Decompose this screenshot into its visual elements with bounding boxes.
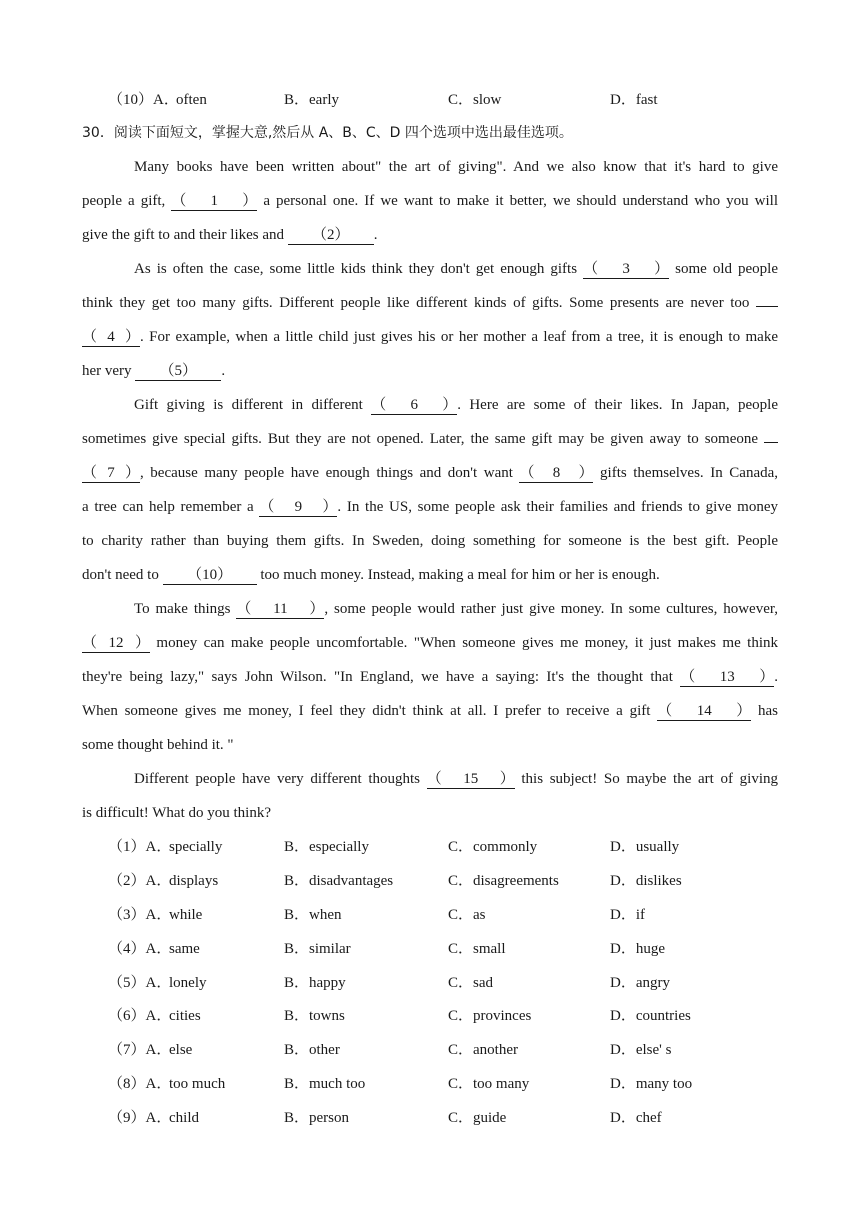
passage-line: give the gift to and their likes and （2） .	[82, 227, 378, 243]
blank-7-start	[764, 442, 778, 443]
option-d: D．fast	[610, 92, 658, 108]
blank-8: （8）	[519, 465, 594, 481]
passage-line: Different people have very different thoughts （15） this subject! So maybe the art of giving	[134, 771, 779, 787]
option-b: B．other	[284, 1042, 340, 1058]
option-a: while	[169, 907, 203, 923]
option-number: （9）A．	[108, 1110, 172, 1126]
option-b: B．person	[284, 1110, 349, 1126]
passage-line: they're being lazy," says John Wilson. "In England, we have a saying: It's the thought that （13）.	[82, 669, 778, 685]
passage-line: her very （5） .	[82, 363, 226, 379]
option-b: B．when	[284, 907, 342, 923]
option-c: C．another	[448, 1042, 518, 1058]
blank-5: （5）	[135, 362, 221, 381]
option-c: C．sad	[448, 975, 494, 991]
option-c: C．small	[448, 941, 506, 957]
option-number: （1）A．	[108, 839, 172, 855]
passage-line: to charity rather than buying them gifts. In Sweden, doing something for someone is the best gift. People	[82, 533, 778, 549]
option-b: B．especially	[284, 839, 369, 855]
passage-line: don't need to （10） too much money. Instead, making a meal for him or her is enough.	[82, 567, 660, 583]
option-d: D．chef	[610, 1110, 662, 1126]
option-a: displays	[169, 873, 219, 889]
option-b: B．early	[284, 92, 339, 108]
option-d: D．huge	[610, 941, 665, 957]
option-d: D．else' s	[610, 1042, 672, 1058]
blank-9: （9）	[259, 499, 338, 515]
passage-line: （7）, because many people have enough things and don't want （8） gifts themselves. In Canada,	[82, 465, 779, 481]
blank-6: （6）	[371, 397, 458, 413]
option-b: B．much too	[284, 1076, 366, 1092]
blank-4-start	[756, 306, 778, 307]
blank-2: （2）	[288, 226, 374, 245]
option-number: （6）A．	[108, 1008, 172, 1024]
blank-12: （12）	[82, 635, 150, 651]
option-number: （10）A．	[108, 92, 179, 108]
option-a: specially	[169, 839, 223, 855]
option-number: （8）A．	[108, 1076, 172, 1092]
option-c: C．too many	[448, 1076, 530, 1092]
option-a: cities	[169, 1008, 201, 1024]
passage-line: To make things （11）, some people would rather just give money. In some cultures, however,	[134, 601, 779, 617]
option-c: C．as	[448, 907, 486, 923]
passage-line: people a gift, （1） a personal one. If we want to make it better, we should understand who you will	[82, 193, 779, 209]
blank-13: （13）	[680, 669, 775, 685]
blank-3: （3）	[583, 261, 670, 277]
option-c: C．commonly	[448, 839, 538, 855]
blank-15: （15）	[426, 771, 515, 787]
option-a: lonely	[169, 975, 207, 991]
option-b: B．happy	[284, 975, 346, 991]
option-b: B．disadvantages	[284, 873, 394, 889]
passage-line: When someone gives me money, I feel they didn't think at all. I prefer to receive a gift （14） has	[82, 703, 778, 719]
question-title: 30．阅读下面短文，掌握大意,然后从 A、B、C、D 四个选项中选出最佳选项。	[82, 125, 573, 141]
option-b: B．towns	[284, 1008, 345, 1024]
blank-10: （10）	[163, 566, 257, 585]
option-c: C．disagreements	[448, 873, 559, 889]
option-number: （3）A．	[108, 907, 172, 923]
passage-line: （12） money can make people uncomfortable. "When someone gives me money, it just makes me think	[82, 635, 778, 651]
passage-line: think they get too many gifts. Different people like different kinds of gifts. Some presents are never too	[82, 293, 778, 313]
option-c: C．slow	[448, 92, 502, 108]
passage-line: As is often the case, some little kids think they don't get enough gifts （3） some old people	[134, 261, 778, 277]
option-number: （4）A．	[108, 941, 172, 957]
option-d: D．countries	[610, 1008, 691, 1024]
option-number: （2）A．	[108, 873, 172, 889]
option-number: （7）A．	[108, 1042, 172, 1058]
option-b: B．similar	[284, 941, 351, 957]
option-a: often	[176, 92, 207, 108]
option-a: too much	[169, 1076, 226, 1092]
option-d: D．usually	[610, 839, 680, 855]
option-a: else	[169, 1042, 193, 1058]
option-d: D．angry	[610, 975, 670, 991]
option-d: D．if	[610, 907, 645, 923]
blank-4: （4）	[82, 329, 140, 345]
option-d: D．dislikes	[610, 873, 682, 889]
passage-line: a tree can help remember a （9）. In the US, some people ask their families and friends to give money	[82, 499, 778, 515]
blank-14: （14）	[657, 703, 752, 719]
passage-line: some thought behind it. "	[82, 737, 234, 753]
passage-line: Many books have been written about" the art of giving". And we also know that it's hard to give	[134, 159, 778, 175]
blank-11: （11）	[236, 601, 325, 617]
blank-7: （7）	[82, 465, 140, 481]
option-c: C．provinces	[448, 1008, 532, 1024]
blank-1: （1）	[171, 193, 258, 209]
passage-line: Gift giving is different in different （6）. Here are some of their likes. In Japan, people	[134, 397, 778, 413]
option-number: （5）A．	[108, 975, 172, 991]
passage-line: is difficult! What do you think?	[82, 805, 272, 821]
passage-line: sometimes give special gifts. But they are not opened. Later, the same gift may be given away to someone	[82, 429, 778, 449]
option-a: same	[169, 941, 200, 957]
option-d: D．many too	[610, 1076, 693, 1092]
option-c: C．guide	[448, 1110, 507, 1126]
passage-line: （4）. For example, when a little child just gives his or her mother a leaf from a tree, it is enough to make	[82, 329, 778, 345]
option-a: child	[169, 1110, 199, 1126]
